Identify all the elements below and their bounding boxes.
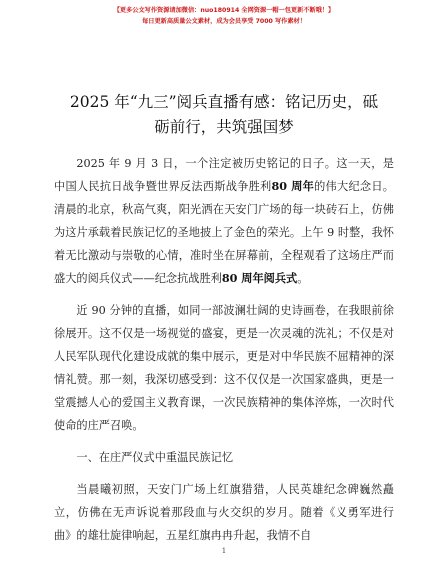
paragraph-intro bbox=[54, 152, 394, 290]
paragraph-intro-emphasis-1: 80 周年 bbox=[271, 179, 315, 193]
page-number: 1 bbox=[221, 547, 227, 555]
paragraph-intro-text-c: 的伟大纪念日。清晨的北京，秋高气爽，阳光洒在天安门广场的每一块砖石上，仿佛为这片承载着民族记忆的圣地披上了金色的荣光。上午 9 时整，我怀着无比激动与崇敬的心情，准时坐在屏幕前，全程观看了这场庄严而盛大的阅兵仪式——纪念抗战胜利 bbox=[54, 180, 394, 285]
document-body bbox=[54, 152, 394, 556]
paragraph-intro-emphasis-2: 80 周年阅兵式 bbox=[221, 271, 298, 285]
title-line-1: 2025 年“九三”阅兵直播有感：铭记历史，砥 bbox=[69, 93, 379, 111]
paragraph-intro-text-a: 2025 年 9 月 3 日，一个注定被历史铭记的日子。这一天，是中国人民抗日战争暨世界反法西斯战争胜利 bbox=[54, 157, 394, 193]
title-line-2: 砺前行，共筑强国梦 bbox=[154, 118, 294, 136]
paragraph-ceremony: 当晨曦初照，天安门广场上红旗猎猎，人民英雄纪念碑巍然矗立，仿佛在无声诉说着那段血与火交织的岁月。随着《义勇军进行曲》的雄壮旋律响起，五星红旗冉冉升起，我情不自 bbox=[54, 483, 394, 542]
section-heading-1: 一、在庄严仪式中重温民族记忆 bbox=[76, 451, 234, 464]
document-title bbox=[50, 90, 398, 140]
promo-banner-line-1: 【更多公文写作资源请加微信：nuo180914 全网资源一帽一包更新不断哦！】 bbox=[113, 7, 335, 14]
paragraph-live-broadcast: 近 90 分钟的直播，如同一部波澜壮阔的史诗画卷，在我眼前徐徐展开。这不仅是一场视觉的盛宴，更是一次灵魂的洗礼；不仅是对人民军队现代化建设成就的集中展示，更是对中华民族不屈精神的深情礼赞。那一刻，我深切感受到：这不仅仅是一次国家盛典，更是一堂震撼人心的爱国主义教育课，一次民族精神的集体淬炼，一次时代使命的庄严召唤。 bbox=[54, 304, 394, 432]
promo-banner bbox=[0, 6, 448, 26]
paragraph-intro-text-e: 。 bbox=[297, 272, 309, 285]
promo-banner-line-2: 每日更新高质量公文素材，成为会员享受 7000 写作素材！ bbox=[142, 18, 306, 25]
